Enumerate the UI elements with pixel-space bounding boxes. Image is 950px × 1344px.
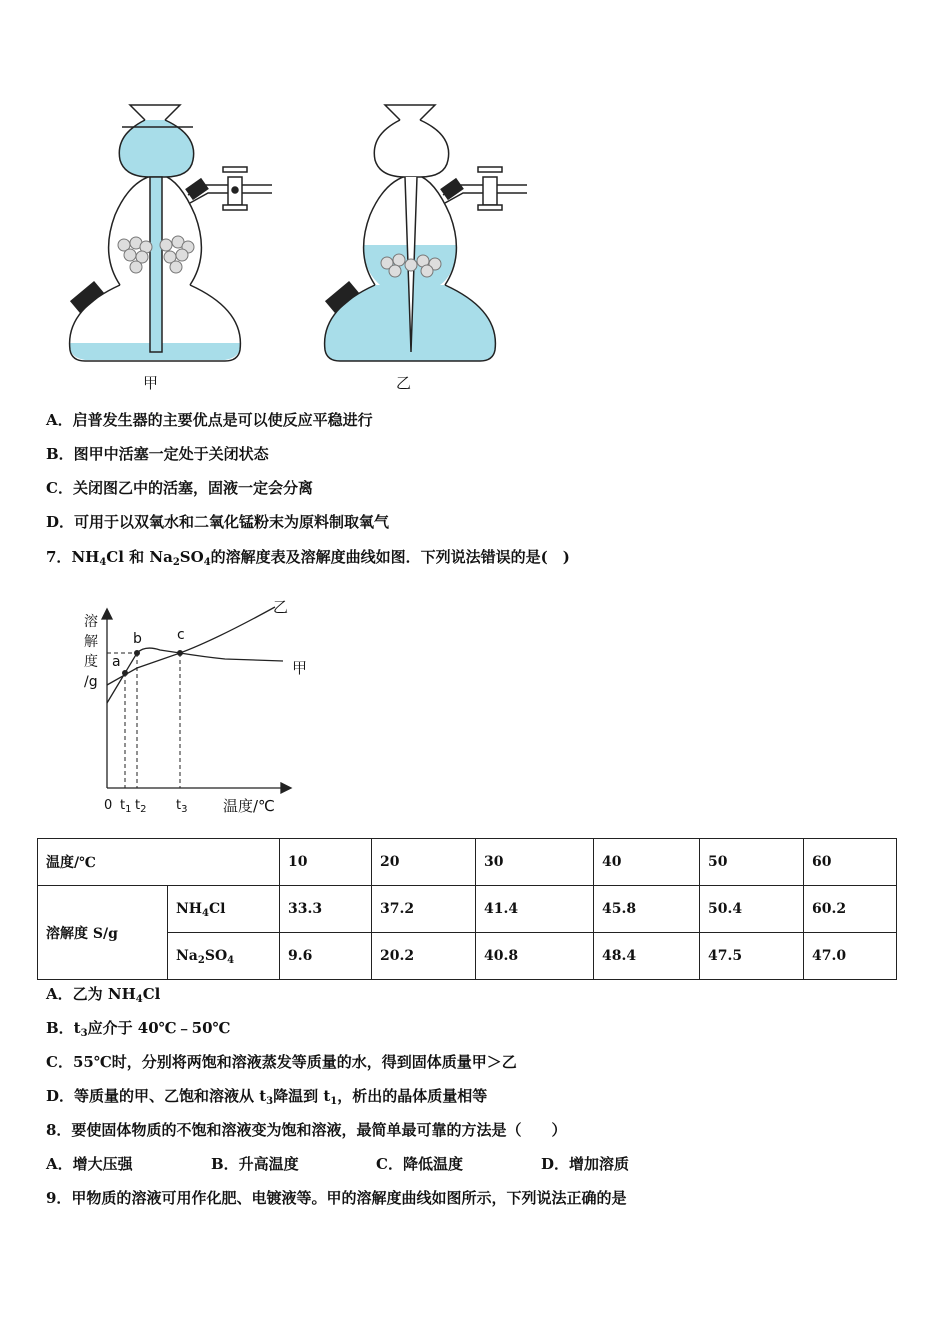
q7-option-d: D．等质量的甲、乙饱和溶液从 $t_3$降温到 $t_1$，析出的晶体质量相等 [46,1087,488,1107]
table-cell: 48.4 [594,933,700,980]
table-cell: 20.2 [372,933,476,980]
table-cell: 40.8 [476,933,594,980]
table-header-label: 温度/℃ [38,839,280,886]
table-cell: 47.0 [804,933,897,980]
q9-stem: 9．甲物质的溶液可用作化肥、电镀液等。甲的溶解度曲线如图所示，下列说法正确的是 [46,1189,627,1207]
q8-option-b: B．升高温度 [211,1155,299,1173]
q6-option-a: A．启普发生器的主要优点是可以使反应平稳进行 [46,411,373,429]
table-temp: 60 [804,839,897,886]
graph-origin-label: 0 [104,798,113,813]
table-temp: 20 [372,839,476,886]
table-cell: 60.2 [804,886,897,933]
table-cell: 45.8 [594,886,700,933]
table-temp: 40 [594,839,700,886]
table-temp: 50 [700,839,804,886]
q6-option-b: B．图甲中活塞一定处于关闭状态 [46,445,269,463]
graph-tick-t2: $t_2$ [135,798,147,815]
table-cell: 50.4 [700,886,804,933]
q7-option-b: B．$t_3$应介于 40℃﹣50℃ [46,1019,231,1039]
solubility-graph [75,595,325,815]
table-row-group-label: 溶解度 S/g [38,886,168,980]
graph-xlabel: 温度/℃ [223,797,275,815]
table-cell: 33.3 [280,886,372,933]
x-axis-arrow [281,783,291,793]
table-temp: 10 [280,839,372,886]
apparatus-label-left: 甲 [143,374,159,392]
q8-option-d: D．增加溶质 [541,1155,630,1173]
graph-tick-t1: $t_1$ [120,798,132,815]
graph-curve-label-jia: 甲 [292,659,308,677]
y-axis-arrow [102,609,112,619]
table-cell: 9.6 [280,933,372,980]
table-header-row [38,839,897,886]
point-a [122,670,128,676]
graph-ylabel: 溶 解 度 /g [84,614,98,690]
point-b [134,650,140,656]
q8-option-a: A．增大压强 [46,1155,133,1173]
table-temp: 30 [476,839,594,886]
point-c [177,650,183,656]
apparatus-right [325,105,527,361]
q7-stem: 7．$NH_4Cl$ 和 $Na_2SO_4$的溶解度表及溶解度曲线如图．下列说法错误的是( ) [46,548,570,568]
graph-point-c-label: c [177,627,185,643]
graph-tick-t3: $t_3$ [176,798,188,815]
q7-option-c: C．55℃时，分别将两饱和溶液蒸发等质量的水，得到固体质量甲＞乙 [46,1053,517,1071]
solubility-table [37,838,897,980]
q8-stem: 8．要使固体物质的不饱和溶液变为饱和溶液，最简单最可靠的方法是（ ） [46,1121,567,1139]
table-row [38,886,897,933]
q6-option-c: C．关闭图乙中的活塞，固液一定会分离 [46,479,313,497]
table-cell: 47.5 [700,933,804,980]
apparatus-figure [60,95,540,395]
table-cell: 37.2 [372,886,476,933]
table-row-name: $Na_2SO_4$ [168,933,280,980]
table-cell: 41.4 [476,886,594,933]
graph-curve-label-yi: 乙 [273,598,289,616]
q8-options [46,1154,629,1174]
graph-point-a-label: a [112,654,121,670]
table-row-name: $NH_4Cl$ [168,886,280,933]
q6-option-d: D．可用于以双氧水和二氧化锰粉末为原料制取氧气 [46,513,390,531]
apparatus-left [70,105,272,361]
q7-option-a: A．乙为 $NH_4Cl$ [46,985,161,1005]
q8-option-c: C．降低温度 [376,1155,463,1173]
graph-point-b-label: b [133,631,142,647]
apparatus-label-right: 乙 [396,374,412,392]
